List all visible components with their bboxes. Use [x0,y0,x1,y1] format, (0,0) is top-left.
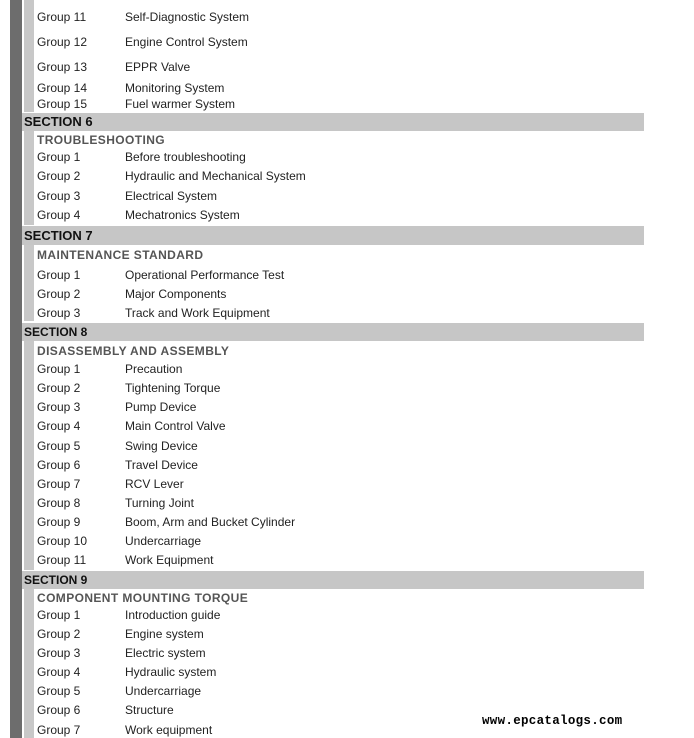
group-title: Major Components [125,287,227,301]
section-header[interactable]: SECTION 9 [22,571,644,589]
section8-group-bar [24,341,34,570]
group-title: Undercarriage [125,684,202,698]
group-title: Hydraulic and Mechanical System [125,169,306,183]
group-number: Group 4 [37,665,81,679]
group-title: EPPR Valve [125,60,191,74]
group-number: Group 4 [37,419,81,433]
group-number: Group 1 [37,362,81,376]
section-subtitle[interactable]: DISASSEMBLY AND ASSEMBLY [37,344,230,358]
group-number: Group 3 [37,189,81,203]
group-title: Monitoring System [125,81,225,95]
section-header[interactable]: SECTION 8 [22,323,644,341]
group-title: Electric system [125,646,206,660]
group-number: Group 2 [37,381,81,395]
group-number: Group 1 [37,268,81,282]
left-margin-bar [10,0,22,738]
group-number: Group 5 [37,684,81,698]
group-number: Group 11 [37,553,87,567]
group-title: Mechatronics System [125,208,240,222]
group-number: Group 2 [37,169,81,183]
group-number: Group 11 [37,10,87,24]
group-number: Group 3 [37,646,81,660]
group-title: Pump Device [125,400,197,414]
section-subtitle[interactable]: TROUBLESHOOTING [37,133,165,147]
group-number: Group 6 [37,703,81,717]
group-title: Work Equipment [125,553,214,567]
group-title: Swing Device [125,439,198,453]
group-number: Group 1 [37,150,81,164]
group-number: Group 12 [37,35,88,49]
watermark-text: www.epcatalogs.com [482,714,623,728]
group-number: Group 3 [37,306,81,320]
group-title: Work equipment [125,723,213,737]
group-title: Hydraulic system [125,665,217,679]
section-header[interactable]: SECTION 6 [22,113,644,131]
group-number: Group 9 [37,515,81,529]
section9-group-bar [24,589,34,738]
group-title: Precaution [125,362,183,376]
section5-group-bar [24,0,34,112]
group-number: Group 14 [37,81,88,95]
group-title: Introduction guide [125,608,221,622]
group-title: Operational Performance Test [125,268,285,282]
group-number: Group 8 [37,496,81,510]
group-title: Main Control Valve [125,419,226,433]
section-subtitle[interactable]: COMPONENT MOUNTING TORQUE [37,591,249,605]
group-number: Group 6 [37,458,81,472]
group-title: Fuel warmer System [125,97,236,111]
group-title: Boom, Arm and Bucket Cylinder [125,515,296,529]
group-number: Group 7 [37,477,81,491]
group-number: Group 4 [37,208,81,222]
group-number: Group 15 [37,97,88,111]
group-number: Group 2 [37,627,81,641]
group-number: Group 3 [37,400,81,414]
group-number: Group 7 [37,723,81,737]
group-title: Before troubleshooting [125,150,246,164]
section-header[interactable]: SECTION 7 [22,226,644,245]
group-number: Group 13 [37,60,88,74]
section6-group-bar [24,131,34,225]
group-title: Self-Diagnostic System [125,10,250,24]
group-title: RCV Lever [125,477,184,491]
group-number: Group 10 [37,534,88,548]
group-title: Travel Device [125,458,198,472]
group-title: Tightening Torque [125,381,221,395]
group-title: Turning Joint [125,496,194,510]
group-title: Engine Control System [125,35,248,49]
group-number: Group 2 [37,287,81,301]
group-title: Undercarriage [125,534,202,548]
group-title: Structure [125,703,174,717]
section7-group-bar [24,245,34,321]
section-subtitle[interactable]: MAINTENANCE STANDARD [37,248,204,262]
group-title: Track and Work Equipment [125,306,270,320]
group-number: Group 1 [37,608,81,622]
group-number: Group 5 [37,439,81,453]
group-title: Electrical System [125,189,218,203]
group-title: Engine system [125,627,204,641]
